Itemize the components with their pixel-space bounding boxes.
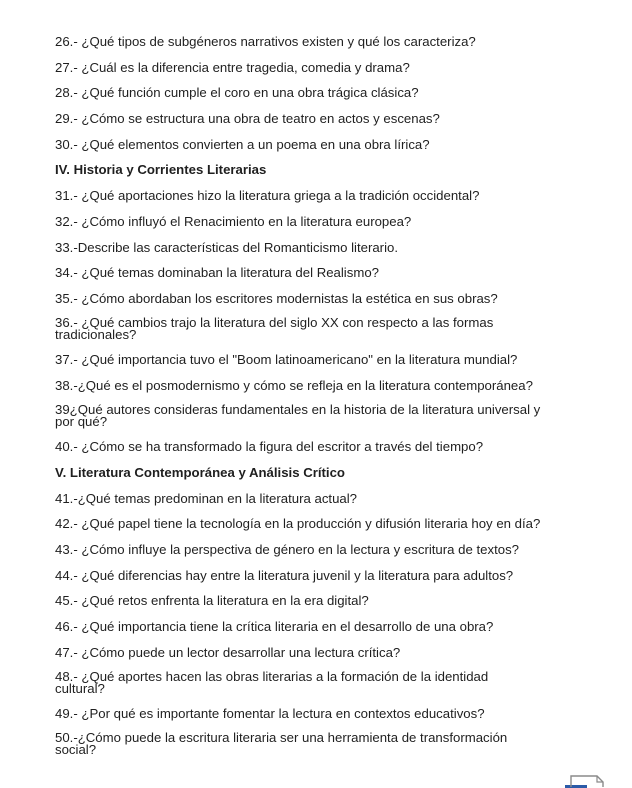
question-item: 31.- ¿Qué aportaciones hizo la literatura griega a la tradición occidental? bbox=[55, 188, 480, 204]
question-item: 43.- ¿Cómo influye la perspectiva de género en la lectura y escritura de textos? bbox=[55, 542, 520, 558]
question-line: 39¿Qué autores consideras fundamentales en la historia de la literatura universal y bbox=[55, 401, 541, 417]
question-list bbox=[55, 34, 615, 768]
question-item: 29.- ¿Cómo se estructura una obra de teatro en actos y escenas? bbox=[55, 111, 440, 127]
question-item: 34.- ¿Qué temas dominaban la literatura del Realismo? bbox=[55, 265, 379, 281]
question-item bbox=[55, 668, 615, 696]
question-item: 44.- ¿Qué diferencias hay entre la literatura juvenil y la literatura para adultos? bbox=[55, 567, 514, 583]
question-line-continued: social? bbox=[55, 742, 97, 758]
question-item: 28.- ¿Qué función cumple el coro en una obra trágica clásica? bbox=[55, 85, 419, 101]
question-line: 50.-¿Cómo puede la escritura literaria ser una herramienta de transformación bbox=[55, 729, 508, 745]
question-item bbox=[55, 729, 615, 758]
question-item: 35.- ¿Cómo abordaban los escritores modernistas la estética en sus obras? bbox=[55, 290, 498, 306]
question-line-continued: por qué? bbox=[55, 414, 108, 430]
question-item bbox=[55, 314, 615, 343]
question-item: 33.-Describe las características del Romanticismo literario. bbox=[55, 239, 398, 255]
question-item: 38.-¿Qué es el posmodernismo y cómo se refleja en la literatura contemporánea? bbox=[55, 377, 533, 393]
question-item: 47.- ¿Cómo puede un lector desarrollar una lectura crítica? bbox=[55, 644, 401, 660]
question-item: 30.- ¿Qué elementos convierten a un poema en una obra lírica? bbox=[55, 136, 430, 152]
document-corner-icon bbox=[563, 770, 611, 788]
question-item: 32.- ¿Cómo influyó el Renacimiento en la literatura europea? bbox=[55, 213, 412, 229]
question-item: 40.- ¿Cómo se ha transformado la figura del escritor a través del tiempo? bbox=[55, 439, 484, 455]
question-item: 46.- ¿Qué importancia tiene la crítica literaria en el desarrollo de una obra? bbox=[55, 619, 494, 635]
question-line: 36.- ¿Qué cambios trajo la literatura del siglo XX con respecto a las formas bbox=[55, 314, 494, 330]
question-line-continued: cultural? bbox=[55, 681, 105, 696]
question-item: 49.- ¿Por qué es importante fomentar la lectura en contextos educativos? bbox=[55, 706, 485, 722]
question-item: 42.- ¿Qué papel tiene la tecnología en la producción y difusión literaria hoy en día? bbox=[55, 516, 541, 532]
question-item: 27.- ¿Cuál es la diferencia entre tragedia, comedia y drama? bbox=[55, 59, 410, 75]
question-item: 37.- ¿Qué importancia tuvo el "Boom latinoamericano" en la literatura mundial? bbox=[55, 352, 518, 368]
question-line: 48.- ¿Qué aportes hacen las obras literarias a la formación de la identidad bbox=[55, 668, 489, 684]
question-item bbox=[55, 401, 615, 430]
question-item: 45.- ¿Qué retos enfrenta la literatura en la era digital? bbox=[55, 593, 369, 609]
section-heading: IV. Historia y Corrientes Literarias bbox=[55, 162, 267, 178]
question-item: 41.-¿Qué temas predominan en la literatura actual? bbox=[55, 490, 358, 506]
section-heading: V. Literatura Contemporánea y Análisis Crítico bbox=[55, 465, 345, 480]
question-item: 26.- ¿Qué tipos de subgéneros narrativos existen y qué los caracteriza? bbox=[55, 34, 476, 49]
question-line-continued: tradicionales? bbox=[55, 327, 137, 343]
